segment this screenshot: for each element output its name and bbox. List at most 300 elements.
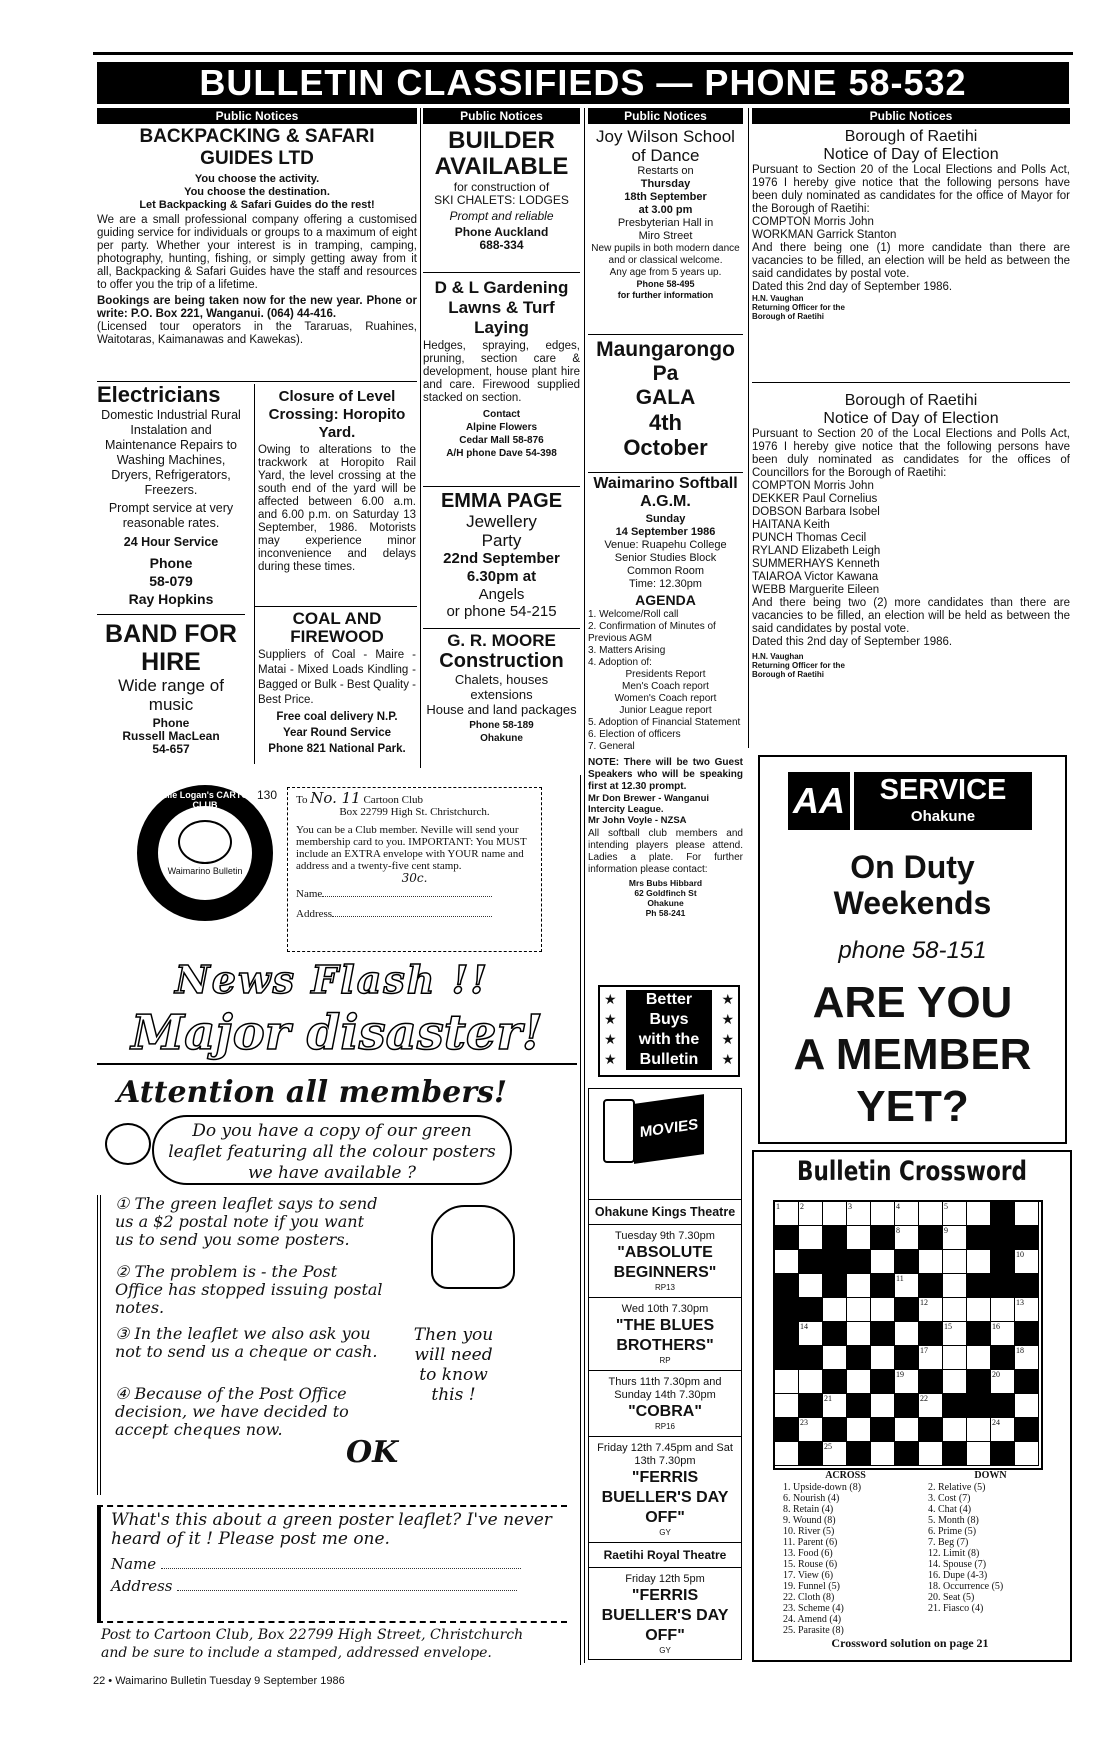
aa-logo: AA (788, 772, 850, 830)
crossword-black-cell (991, 1346, 1015, 1370)
crossword-cell[interactable] (967, 1298, 991, 1322)
movie-5-title: "FERRIS BUELLER'S DAY OFF" (601, 1587, 729, 1644)
crossword-cell[interactable] (871, 1394, 895, 1418)
crossword-clue-number: 5 (944, 1202, 948, 1211)
softball-title: Waimarino Softball A.G.M. (593, 475, 738, 510)
badge-inner (158, 806, 252, 900)
crossword-cell[interactable] (943, 1250, 967, 1274)
softball-time: Time: 12.30pm (629, 578, 702, 590)
crossword-cell[interactable] (991, 1370, 1015, 1394)
backpacking-title: BACKPACKING & SAFARI (139, 126, 375, 147)
down-clue: 12. Limit (8) (928, 1548, 980, 1559)
aa-question-2: A MEMBER (793, 1030, 1032, 1079)
badge-bottom-text: Waimarino Bulletin (167, 866, 243, 876)
crossword-cell[interactable] (919, 1346, 943, 1370)
agenda-subitem: Men's Coach report (622, 681, 709, 692)
crossword-cell[interactable] (895, 1322, 919, 1346)
crossword-solution-note: Crossword solution on page 21 (831, 1636, 989, 1650)
crossword-cell[interactable] (919, 1394, 943, 1418)
crossword-clue-number: 3 (848, 1202, 852, 1211)
joy-line-2: Thursday (640, 178, 691, 190)
down-heading: DOWN (974, 1470, 1007, 1481)
electricians-title: Electricians (97, 384, 221, 407)
crossword-clue-number: 24 (992, 1418, 1000, 1427)
rule (752, 382, 1070, 383)
softball-contact-4: Ph 58-241 (645, 908, 686, 918)
gardening-after-hours: A/H phone Dave 54-398 (446, 448, 557, 459)
star-icon: ★ ★ ★ ★ (721, 991, 734, 1067)
crossword-cell[interactable] (823, 1346, 847, 1370)
movie-1-title: "ABSOLUTE BEGINNERS" (613, 1244, 717, 1281)
candidate-name: HAITANA Keith (752, 519, 830, 531)
crossword-black-cell (943, 1442, 967, 1466)
crossword-black-cell (775, 1298, 799, 1322)
raetihi2-signature-2: Returning Officer for the (752, 661, 845, 670)
cartoon-man-icon (431, 1205, 515, 1289)
moore-line-2: House and land packages (426, 702, 577, 717)
builder-line-1: for construction of (453, 180, 550, 194)
crossword-cell[interactable] (895, 1274, 919, 1298)
movie-3-rating: RP16 (654, 1422, 675, 1431)
gardening-contact: Contact (482, 409, 521, 420)
crossword-cell[interactable] (775, 1370, 799, 1394)
crossword-cell[interactable] (967, 1202, 991, 1226)
movie-1 (589, 1224, 741, 1297)
agenda-item: 3. Matters Arising (588, 645, 666, 656)
crossword-cell[interactable] (847, 1370, 871, 1394)
crossword-cell[interactable] (775, 1202, 799, 1226)
across-clue: 17. View (6) (783, 1570, 834, 1581)
crossword-cell[interactable] (799, 1274, 823, 1298)
crossword-cell[interactable] (823, 1298, 847, 1322)
leaflet-request-coupon (97, 1505, 567, 1623)
aa-logo-band (788, 772, 1028, 830)
softball-date: 14 September 1986 (615, 526, 716, 538)
down-clue: 4. Chat (4) (928, 1504, 972, 1515)
electricians-body: Domestic Industrial Rural Instalation and Maintenance Repairs to Washing Machines, Dryers, Refrigerators, Freezers. (101, 408, 241, 497)
major-disaster-headline: Major disaster! (131, 1005, 543, 1061)
rule (588, 334, 743, 335)
candidate-name: SUMMERHAYS Kenneth (752, 558, 880, 570)
emma-date: 22nd September (443, 550, 560, 567)
crossword-black-cell (991, 1394, 1015, 1418)
crossword-clue-number: 2 (800, 1202, 804, 1211)
softball-day: Sunday (645, 513, 686, 525)
across-clue: 9. Wound (8) (783, 1515, 836, 1526)
joy-title: Joy Wilson School of Dance (596, 127, 735, 165)
crossword-cell[interactable] (1015, 1250, 1039, 1274)
crossword-black-cell (943, 1394, 967, 1418)
crossword-clue-number: 20 (992, 1370, 1000, 1379)
band-number: 54-657 (152, 742, 190, 756)
crossword-grid (773, 1200, 1043, 1470)
crossword-clue-number: 13 (1016, 1298, 1024, 1307)
crossword-clue-number: 19 (896, 1370, 904, 1379)
softball-contact-2: 62 Goldfinch St (634, 888, 697, 898)
backpacking-line-1: You choose the activity. (194, 173, 320, 185)
top-rule (93, 52, 1073, 55)
crossword-black-cell (991, 1274, 1015, 1298)
rule (423, 272, 580, 273)
crossword-cell[interactable] (919, 1298, 943, 1322)
crossword-cell[interactable] (1015, 1298, 1039, 1322)
joy-wilson-ad (588, 108, 743, 333)
emma-time: 6.30pm at (466, 568, 537, 585)
crossword-cell[interactable] (895, 1226, 919, 1250)
aa-service-label: SERVICE (879, 774, 1007, 806)
crossword-black-cell (895, 1442, 919, 1466)
joy-line-8: Any age from 5 years up. (609, 267, 722, 278)
movie-5-date: Friday 12th 5pm (625, 1573, 705, 1585)
crossword-cell[interactable] (943, 1322, 967, 1346)
gala-line-3: GALA (635, 386, 696, 409)
raetihi1-subtitle: Notice of Day of Election (823, 146, 999, 163)
candidate-name: COMPTON Morris John (752, 480, 874, 492)
crossword-black-cell (919, 1370, 943, 1394)
public-notices-header: Public Notices (423, 108, 580, 124)
crossword-black-cell (847, 1394, 871, 1418)
crossword-black-cell (919, 1418, 943, 1442)
crossword-cell[interactable] (943, 1202, 967, 1226)
builder-line-5: 688-334 (479, 238, 524, 252)
crossword-black-cell (775, 1274, 799, 1298)
crossword-cell[interactable] (847, 1322, 871, 1346)
crossword-cell[interactable] (1015, 1202, 1039, 1226)
coupon-address-field[interactable]: Address (296, 908, 533, 920)
crossword-cell[interactable] (823, 1202, 847, 1226)
emma-line-2: Party (481, 531, 522, 550)
across-clue: 11. Parent (6) (783, 1537, 838, 1548)
speech-bubble: Do you have a copy of our green leaflet featuring all the colour posters we have available ? (152, 1115, 512, 1185)
across-clue: 13. Food (6) (783, 1548, 833, 1559)
crossword-black-cell (847, 1442, 871, 1466)
movie-2-rating: RP (659, 1356, 671, 1365)
coupon-number-handwritten: No. 11 (310, 789, 361, 807)
crossword-cell[interactable] (799, 1202, 823, 1226)
coupon-to: To (296, 794, 308, 806)
crossword-black-cell (1015, 1370, 1039, 1394)
crossword-cell[interactable] (871, 1202, 895, 1226)
down-clue: 16. Dupe (4-3) (928, 1570, 988, 1581)
crossword-clue-number: 9 (944, 1226, 948, 1235)
down-clue: 14. Spouse (7) (928, 1559, 987, 1570)
crossword-cell[interactable] (799, 1418, 823, 1442)
crossword-cell[interactable] (895, 1418, 919, 1442)
crossword-cell[interactable] (1015, 1442, 1039, 1466)
crossword-cell[interactable] (991, 1322, 1015, 1346)
rule (588, 472, 743, 473)
softball-note: NOTE: There will be two Guest Speakers who will be speaking first at 12.30 prompt. (588, 757, 743, 792)
raetihi-councillor-notice (752, 392, 1070, 732)
across-clue: 15. Rouse (6) (783, 1559, 838, 1570)
electricians-ad (97, 384, 245, 614)
leaflet-address-field[interactable]: Address (111, 1577, 557, 1595)
across-clue: 23. Scheme (4) (783, 1603, 844, 1614)
aa-service-panel (854, 772, 1032, 830)
moore-subtitle: Construction (439, 650, 564, 672)
raetihi2-dated: Dated this 2nd day of September 1986. (752, 636, 953, 648)
electricians-phone-number: 58-079 (149, 573, 193, 589)
crossword-cell[interactable] (823, 1394, 847, 1418)
coal-ad (258, 610, 416, 762)
crossword-cell[interactable] (775, 1442, 799, 1466)
crossword-cell[interactable] (919, 1202, 943, 1226)
crossword-clue-number: 18 (1016, 1346, 1024, 1355)
moore-title: G. R. MOORE (447, 632, 556, 650)
crossword-black-cell (967, 1322, 991, 1346)
rule (423, 486, 580, 487)
softball-speaker-1: Mr Don Brewer - Wanganui Intercity League. (588, 793, 710, 815)
closure-ad (258, 388, 416, 606)
agenda-item: 4. Adoption of: (588, 657, 652, 668)
agenda-item: 7. General (588, 741, 635, 752)
points-panel (97, 1195, 571, 1495)
coupon-name-field[interactable]: Name (296, 888, 533, 900)
crossword-cell[interactable] (943, 1226, 967, 1250)
crossword-black-cell (1015, 1418, 1039, 1442)
joy-line-6: Miro Street (638, 230, 693, 242)
band-subtitle: Wide range of music (118, 676, 224, 714)
backpacking-line-3: Let Backpacking & Safari Guides do the rest! (139, 199, 375, 211)
public-notices-header: Public Notices (588, 108, 743, 124)
crossword-cell[interactable] (775, 1394, 799, 1418)
movie-5-rating: GY (659, 1646, 671, 1655)
movies-theatre: Ohakune Kings Theatre (589, 1199, 741, 1224)
crossword-cell[interactable] (847, 1298, 871, 1322)
raetihi1-title: Borough of Raetihi (844, 128, 978, 145)
emma-place: Angels (478, 586, 525, 603)
crossword-cell[interactable] (967, 1442, 991, 1466)
divider (420, 108, 421, 768)
crossword-cell[interactable] (991, 1298, 1015, 1322)
crossword-clue-number: 10 (1016, 1250, 1024, 1259)
raetihi1-vacancies: And there being one (1) more candidate than there are vacancies to be filled, an election will be held as between the said candidates by postal vote. (752, 242, 1070, 280)
crossword-black-cell (775, 1226, 799, 1250)
movie-5 (589, 1567, 741, 1660)
crossword-cell[interactable] (895, 1202, 919, 1226)
softball-agenda-list (588, 609, 743, 753)
down-clue: 21. Fiasco (4) (928, 1603, 984, 1614)
candidate-name: DEKKER Paul Cornelius (752, 493, 878, 505)
coupon-stamp-correction: 30c. (401, 871, 428, 885)
movie-4-title: "FERRIS BUELLER'S DAY OFF" (601, 1469, 729, 1526)
builder-title: BUILDER AVAILABLE (434, 127, 569, 180)
aa-question-1: ARE YOU (812, 978, 1013, 1027)
crossword-black-cell (823, 1418, 847, 1442)
crossword-clue-number: 21 (824, 1394, 832, 1403)
crossword-black-cell (823, 1274, 847, 1298)
across-clue: 24. Amend (4) (783, 1614, 842, 1625)
coupon-club: Cartoon Club (363, 794, 424, 806)
down-clue: 5. Month (8) (928, 1515, 979, 1526)
rule (97, 614, 245, 615)
crossword-black-cell (775, 1322, 799, 1346)
crossword-cell[interactable] (943, 1418, 967, 1442)
crossword-cell[interactable] (919, 1250, 943, 1274)
raetihi1-name: COMPTON Morris John (752, 216, 874, 228)
crossword-cell[interactable] (991, 1418, 1015, 1442)
better-line-1: Better (645, 991, 693, 1008)
gardening-mall: Cedar Mall 58-876 (459, 435, 544, 446)
crossword-cell[interactable] (1015, 1346, 1039, 1370)
coupon-address-line (296, 789, 533, 807)
backpacking-ad (97, 124, 417, 349)
coal-body: Suppliers of Coal - Maire -Matai - Mixed Loads Kindling - Bagged or Bulk - Best Quality - Best Price. (258, 649, 416, 706)
joy-line-4: at 3.00 pm (638, 204, 693, 216)
then-you-need: Then you will need to know this ! (413, 1325, 494, 1405)
crossword-cell[interactable] (943, 1298, 967, 1322)
gala-ad (588, 338, 743, 470)
moore-line-1: Chalets, houses extensions (454, 672, 549, 702)
crossword-cell[interactable] (871, 1250, 895, 1274)
aa-service-ad (758, 755, 1067, 1144)
electricians-prompt: Prompt service at very reasonable rates. (108, 501, 234, 530)
leaflet-name-field[interactable]: Name (111, 1555, 557, 1573)
electricians-phone-label: Phone (149, 555, 193, 571)
include-envelope: and be sure to include a stamped, addressed envelope. (101, 1645, 492, 1661)
crossword-black-cell (967, 1370, 991, 1394)
softball-agenda: AGENDA (635, 592, 696, 608)
film-reel-icon (603, 1099, 635, 1163)
crossword-black-cell (775, 1346, 799, 1370)
joy-line-10: for further information (617, 290, 714, 300)
crossword-clue-number: 22 (920, 1394, 928, 1403)
crossword-cell[interactable] (847, 1274, 871, 1298)
down-clue: 18. Occurrence (5) (928, 1581, 1004, 1592)
gala-line-2: Pa (652, 362, 679, 385)
crossword-cell[interactable] (823, 1442, 847, 1466)
raetihi1-signature-3: Borough of Raetihi (752, 312, 824, 321)
joy-line-3: 18th September (624, 191, 707, 203)
joy-line-5: Presbyterian Hall in (617, 217, 714, 229)
down-clue: 2. Relative (5) (928, 1482, 986, 1493)
page-footer: 22 • Waimarino Bulletin Tuesday 9 September 1986 (93, 1675, 345, 1687)
crossword-cell[interactable] (847, 1202, 871, 1226)
coupon-box: Box 22799 High St. Christchurch. (339, 806, 490, 818)
across-clue: 6. Nourish (4) (783, 1493, 840, 1504)
crossword-clue-number: 1 (776, 1202, 780, 1211)
agenda-item: 2. Confirmation of Minutes of Previous AGM (588, 621, 716, 644)
crossword-clue-number: 11 (896, 1274, 904, 1283)
raetihi-mayor-notice (752, 108, 1070, 378)
builder-line-2: SKI CHALETS: LODGES (434, 193, 569, 207)
crossword-black-cell (919, 1274, 943, 1298)
crossword-cell[interactable] (943, 1274, 967, 1298)
movies-ad (588, 1088, 742, 1660)
crossword-cell[interactable] (871, 1298, 895, 1322)
crossword-black-cell (823, 1250, 847, 1274)
crossword-cell[interactable] (799, 1370, 823, 1394)
crossword-cell[interactable] (775, 1250, 799, 1274)
crossword-cell[interactable] (871, 1442, 895, 1466)
raetihi2-body: Pursuant to Section 20 of the Local Elections and Polls Act, 1976 I hereby give notice that the following persons have been duly nominated as candidates for the offices of Councillors for the Borough of Raetihi: (752, 428, 1070, 479)
coal-year-round: Year Round Service (282, 727, 392, 739)
rule (254, 606, 417, 607)
crossword-black-cell (823, 1322, 847, 1346)
crossword-cell[interactable] (919, 1442, 943, 1466)
crossword-clue-number: 23 (800, 1418, 808, 1427)
emma-ad (423, 490, 580, 626)
crossword-cell[interactable] (895, 1370, 919, 1394)
crossword-cell[interactable] (799, 1322, 823, 1346)
across-clue: 10. River (5) (783, 1526, 835, 1537)
candidate-name: TAIAROA Victor Kawana (752, 571, 879, 583)
coal-delivery: Free coal delivery N.P. (276, 711, 398, 723)
gardening-ad (423, 278, 580, 486)
crossword-black-cell (991, 1202, 1015, 1226)
bird-icon (178, 820, 232, 864)
crossword-cell[interactable] (967, 1418, 991, 1442)
movies-theatre-2: Raetihi Royal Theatre (589, 1542, 741, 1567)
softball-ad (588, 475, 743, 975)
crossword-black-cell (1015, 1274, 1039, 1298)
crossword-black-cell (991, 1250, 1015, 1274)
crossword-black-cell (847, 1250, 871, 1274)
crossword-black-cell (871, 1274, 895, 1298)
crossword-cell[interactable] (967, 1250, 991, 1274)
backpacking-bookings: Bookings are being taken now for the new year. Phone or write: P.O. Box 221, Wanganui. (064) 44-416. (97, 295, 417, 320)
crossword-cell[interactable] (799, 1226, 823, 1250)
better-line-4: Bulletin (639, 1051, 699, 1068)
crossword-clue-number: 16 (992, 1322, 1000, 1331)
crossword-cell[interactable] (871, 1346, 895, 1370)
crossword-clue-number: 14 (800, 1322, 808, 1331)
badge-top-text: Neville Logan's CARTOON CLUB (148, 790, 262, 810)
agenda-subitem: Presidents Report (625, 669, 706, 680)
emma-phone: or phone 54-215 (446, 603, 557, 620)
band-ad (97, 620, 245, 760)
membership-coupon (287, 787, 542, 952)
crossword-black-cell (871, 1226, 895, 1250)
across-clue: 1. Upside-down (8) (783, 1482, 862, 1493)
crossword-black-cell (919, 1226, 943, 1250)
aa-phone: phone 58-151 (838, 937, 987, 964)
crossword-cell[interactable] (967, 1346, 991, 1370)
crossword-cell[interactable] (1015, 1394, 1039, 1418)
crossword-black-cell (799, 1394, 823, 1418)
crossword-clue-number: 8 (896, 1226, 900, 1235)
movie-4-date: Friday 12th 7.45pm and Sat 13th 7.30pm (597, 1442, 733, 1467)
movie-4 (589, 1436, 741, 1542)
cartoon-club-badge (137, 785, 273, 921)
public-notices-header: Public Notices (752, 108, 1070, 124)
cartoon-club-ad (97, 775, 580, 1665)
divider (584, 108, 585, 1663)
emma-title: EMMA PAGE (440, 490, 563, 512)
raetihi2-signature-3: Borough of Raetihi (752, 670, 824, 679)
crossword-clue-number: 15 (944, 1322, 952, 1331)
gala-line-4: 4th (649, 410, 682, 435)
crossword-cell[interactable] (943, 1346, 967, 1370)
crossword-cell[interactable] (847, 1418, 871, 1442)
agenda-item: 6. Election of officers (588, 729, 681, 740)
divider (748, 108, 749, 748)
crossword-black-cell (799, 1250, 823, 1274)
crossword-black-cell (775, 1418, 799, 1442)
gala-line-1: Maungarongo (596, 338, 735, 361)
better-line-3: with the (638, 1031, 700, 1048)
candidate-name: DOBSON Barbara Isobel (752, 506, 880, 518)
crossword-black-cell (967, 1226, 991, 1250)
crossword-cell[interactable] (943, 1370, 967, 1394)
raetihi1-signature: H.N. Vaughan (752, 294, 804, 303)
divider (580, 775, 581, 1665)
coupon-text: You can be a Club member. Neville will send your membership card to you. IMPORTANT: You MUST include an EXTRA envelope with YOUR name and address and a twenty-five cent stamp. (296, 824, 527, 872)
candidate-name: WEBB Marguerite Eileen (752, 584, 880, 596)
point-3: ③ In the leaflet we also ask you not to send us a cheque or cash. (115, 1324, 378, 1361)
crossword-cell[interactable] (847, 1226, 871, 1250)
softball-contact-3: Ohakune (647, 898, 684, 908)
